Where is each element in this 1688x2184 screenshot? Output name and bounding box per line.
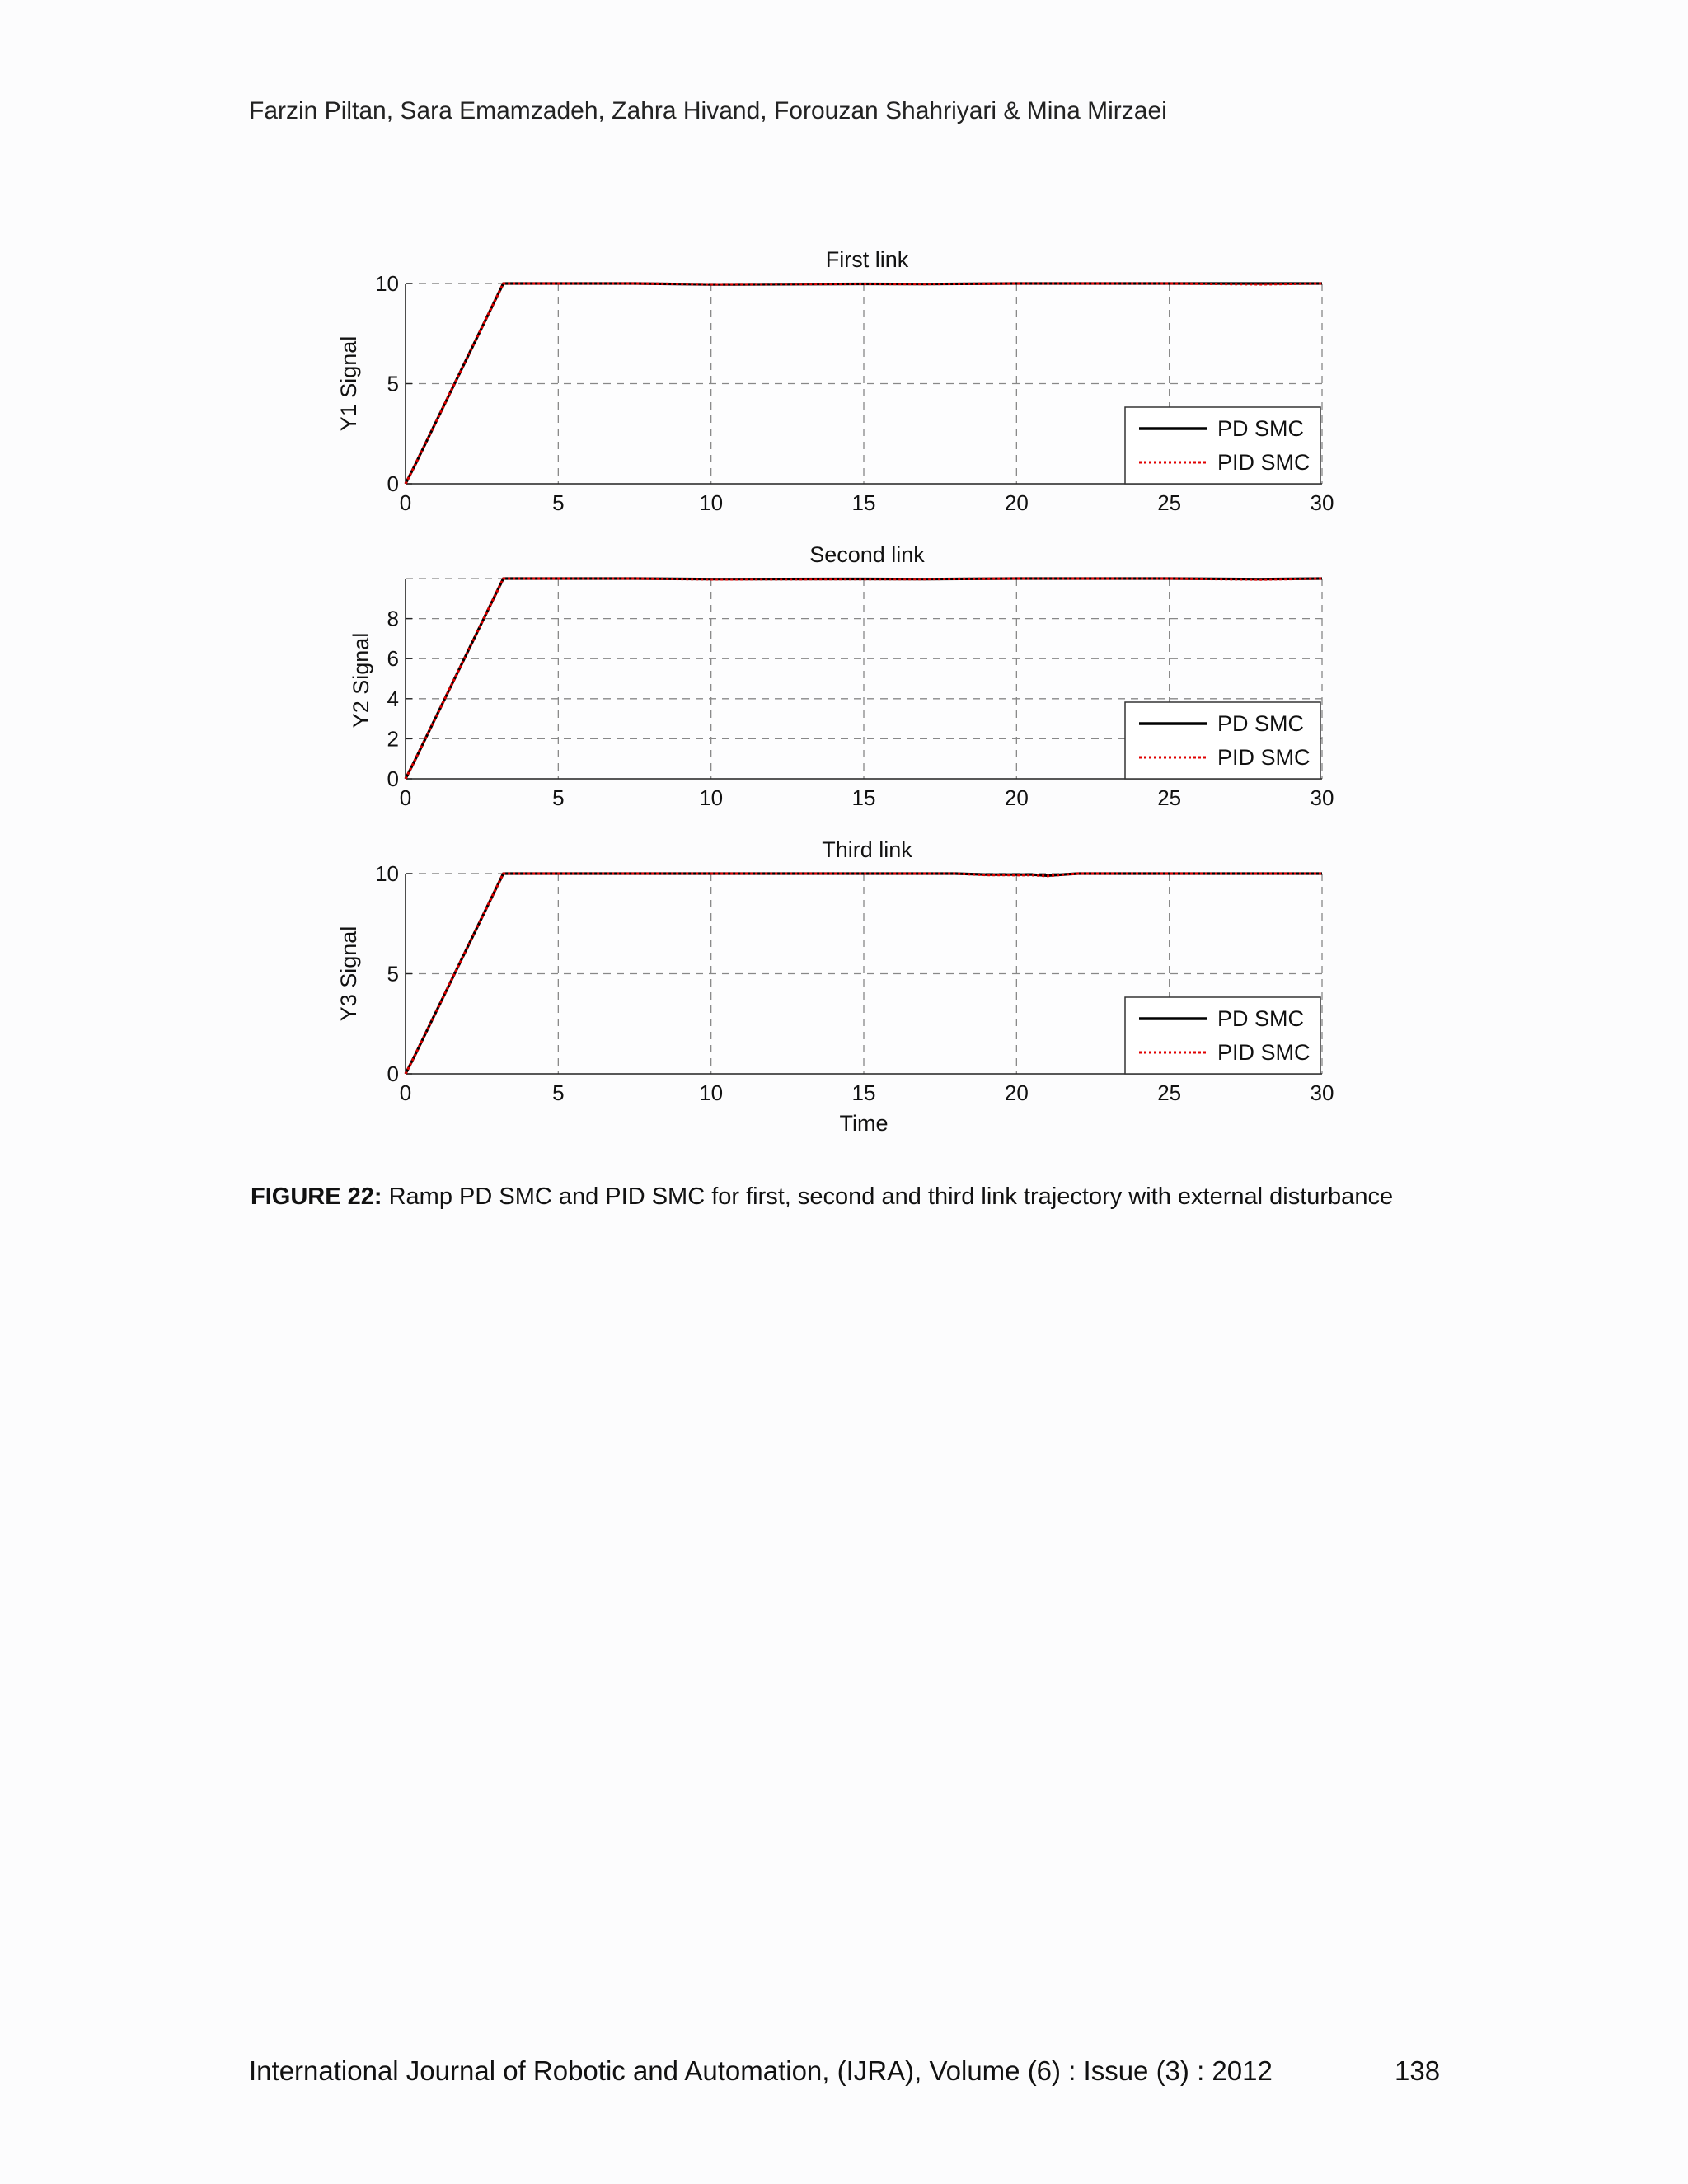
legend-label-pd-smc: PD SMC [1217,711,1305,736]
y-axis-label: Y1 Signal [336,335,361,432]
x-axis-label: Time [839,1111,889,1136]
page-number: 138 [1395,2055,1441,2086]
x-tick-label: 20 [1004,490,1029,515]
chart-title: First link [825,247,909,272]
x-tick-label: 25 [1157,490,1182,515]
figure-caption [251,1183,1393,1211]
x-tick-label: 0 [399,1080,412,1105]
y-tick-label: 8 [387,606,399,631]
chart-panel-third-link [336,837,1334,1136]
page-footer-journal: International Journal of Robotic and Automation, (IJRA), Volume (6) : Issue (3) : 2012 [249,2055,1273,2086]
y-tick-label: 2 [387,726,399,752]
chart-title: Third link [822,837,912,862]
legend-label-pd-smc: PD SMC [1217,416,1305,441]
x-tick-label: 10 [699,490,724,515]
chart-panel-second-link [349,542,1334,810]
y-tick-label: 4 [387,686,399,711]
y-axis-label: Y3 Signal [336,926,361,1022]
y-tick-label: 0 [387,766,399,791]
x-tick-label: 30 [1310,785,1334,810]
x-tick-label: 0 [399,490,412,515]
chart-panel-first-link [336,247,1334,515]
y-tick-label: 0 [387,1062,399,1086]
x-tick-label: 0 [399,785,412,810]
y-tick-label: 10 [375,271,399,296]
x-tick-label: 20 [1004,1080,1029,1105]
y-tick-label: 6 [387,646,399,672]
y-tick-label: 5 [387,371,399,396]
x-tick-label: 5 [552,490,565,515]
x-tick-label: 30 [1310,490,1334,515]
page-header-authors: Farzin Piltan, Sara Emamzadeh, Zahra Hivand, Forouzan Shahriyari & Mina Mirzaei [249,97,1167,124]
y-tick-label: 0 [387,471,399,496]
x-tick-label: 20 [1004,785,1029,810]
legend-label-pd-smc: PD SMC [1217,1006,1305,1031]
x-tick-label: 5 [552,1080,565,1105]
legend-label-pid-smc: PID SMC [1217,450,1311,475]
y-tick-label: 5 [387,961,399,987]
chart-title: Second link [809,542,925,567]
x-tick-label: 30 [1310,1080,1334,1105]
x-tick-label: 25 [1157,1080,1182,1105]
figure-caption-label: FIGURE 22: [251,1183,382,1210]
legend-label-pid-smc: PID SMC [1217,1040,1311,1065]
x-tick-label: 10 [699,1080,724,1105]
x-tick-label: 15 [851,785,876,810]
y-tick-label: 10 [375,861,399,886]
x-tick-label: 15 [851,1080,876,1105]
figure-caption-text: Ramp PD SMC and PID SMC for first, second and third link trajectory with external disturbance [382,1183,1394,1210]
x-tick-label: 25 [1157,785,1182,810]
legend-label-pid-smc: PID SMC [1217,745,1311,770]
x-tick-label: 5 [552,785,565,810]
x-tick-label: 10 [699,785,724,810]
x-tick-label: 15 [851,490,876,515]
y-axis-label: Y2 Signal [349,632,373,729]
